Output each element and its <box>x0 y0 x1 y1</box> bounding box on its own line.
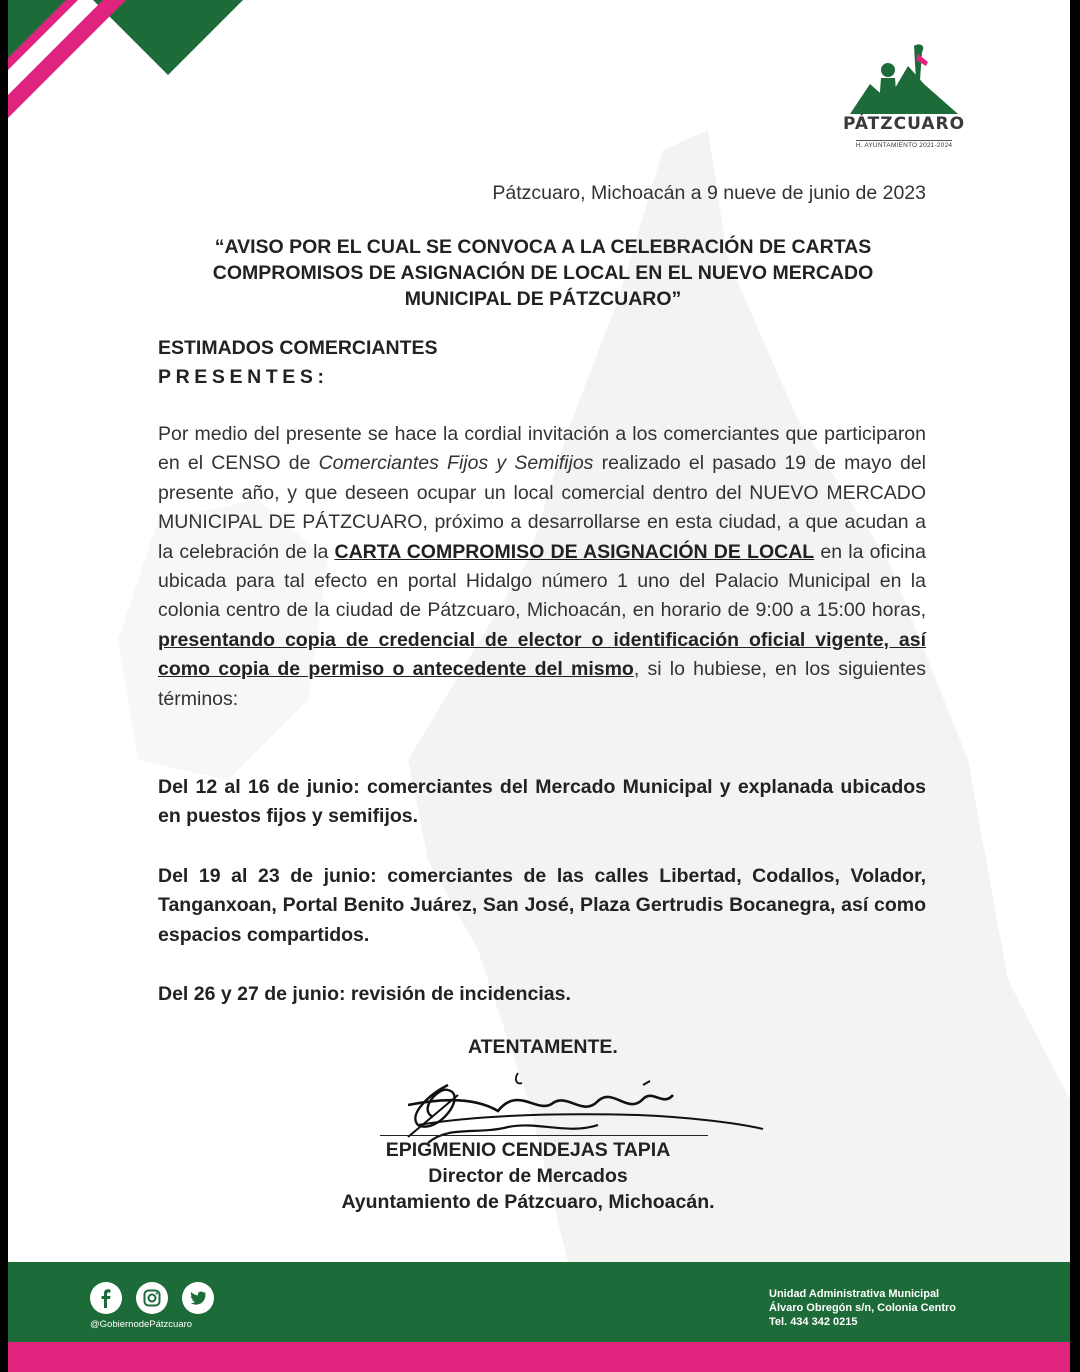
footer-accent-strip <box>8 1342 1070 1372</box>
notice-title-line: MUNICIPAL DE PÁTZCUARO” <box>404 288 682 310</box>
term-item: Del 19 al 23 de junio: comerciantes de las calles Libertad, Codallos, Volador, Tanganxoan, Portal Benito Juárez, San José, Plaza Gertrudis Bocanegra, así como espacios compartidos. <box>158 865 926 946</box>
patzcuaro-logo <box>838 40 970 160</box>
notice-title-line: “AVISO POR EL CUAL SE CONVOCA A LA CELEBRACIÓN DE CARTAS <box>214 236 872 258</box>
instagram-icon[interactable] <box>136 1282 168 1314</box>
notice-title <box>158 234 928 312</box>
body-text: Por medio del presente se hace la cordial invitación a los comerciantes que participaron en el CENSO de <box>158 423 926 475</box>
social-icons <box>90 1282 214 1314</box>
signature-line <box>380 1135 708 1136</box>
greeting-addressee: ESTIMADOS COMERCIANTES <box>158 337 438 359</box>
signer-role: Director de Mercados <box>428 1165 628 1187</box>
closing-atentamente: ATENTAMENTE. <box>468 1036 618 1058</box>
body-italic-text: Comerciantes Fijos y Semifijos <box>318 452 594 475</box>
signer-organization: Ayuntamiento de Pátzcuaro, Michoacán. <box>341 1191 715 1213</box>
corner-decoration <box>8 0 268 140</box>
address-line: Álvaro Obregón s/n, Colonia Centro <box>769 1302 957 1314</box>
body-paragraph <box>158 420 926 714</box>
facebook-icon[interactable] <box>90 1282 122 1314</box>
body-text: en la oficina ubicada para tal efecto en portal Hidalgo número 1 uno del Palacio Municipal en la colonia centro de la ciudad de Pátzcuaro, Michoacán, en horario de 9:00 a 15:00 horas, <box>158 540 926 622</box>
footer-address <box>769 1287 956 1329</box>
body-emphasis-requirements: presentando copia de credencial de elector o identificación oficial vigente, así como copia de permiso o antecedente del mismo <box>158 628 926 681</box>
greeting-presentes: PRESENTES: <box>158 366 329 388</box>
logo-subtitle: H. AYUNTAMIENTO 2021-2024 <box>855 142 953 149</box>
twitter-icon[interactable] <box>182 1282 214 1314</box>
term-item: Del 12 al 16 de junio: comerciantes del Mercado Municipal y explanada ubicados en puestos fijos y semifijos. <box>158 776 926 828</box>
body-text: , si lo hubiese, en los siguientes términos: <box>158 658 927 710</box>
body-emphasis-carta: CARTA COMPROMISO DE ASIGNACIÓN DE LOCAL <box>334 540 815 563</box>
body-text: realizado el pasado 19 de mayo del presente año, y que deseen ocupar un local comercial dentro del NUEVO MERCADO MUNICIPAL DE PÁTZCUARO, próximo a desarrollarse en esta ciudad, a que acudan a la celebración de la <box>158 452 927 563</box>
address-line: Tel. 434 342 0215 <box>769 1316 858 1328</box>
term-item: Del 26 y 27 de junio: revisión de incidencias. <box>158 983 571 1005</box>
logo-name: PÁTZCUARO <box>842 114 966 134</box>
signer-name: EPIGMENIO CENDEJAS TAPIA <box>385 1139 671 1161</box>
date-line: Pátzcuaro, Michoacán a 9 nueve de junio de 2023 <box>492 182 926 204</box>
social-handle: @GobiernodePátzcuaro <box>90 1319 193 1330</box>
address-line: Unidad Administrativa Municipal <box>769 1288 940 1300</box>
footer-bar <box>8 1262 1070 1342</box>
notice-title-line: COMPROMISOS DE ASIGNACIÓN DE LOCAL EN EL NUEVO MERCADO <box>212 262 874 284</box>
document-page <box>8 0 1070 1372</box>
logo-emblem-icon <box>848 40 960 116</box>
